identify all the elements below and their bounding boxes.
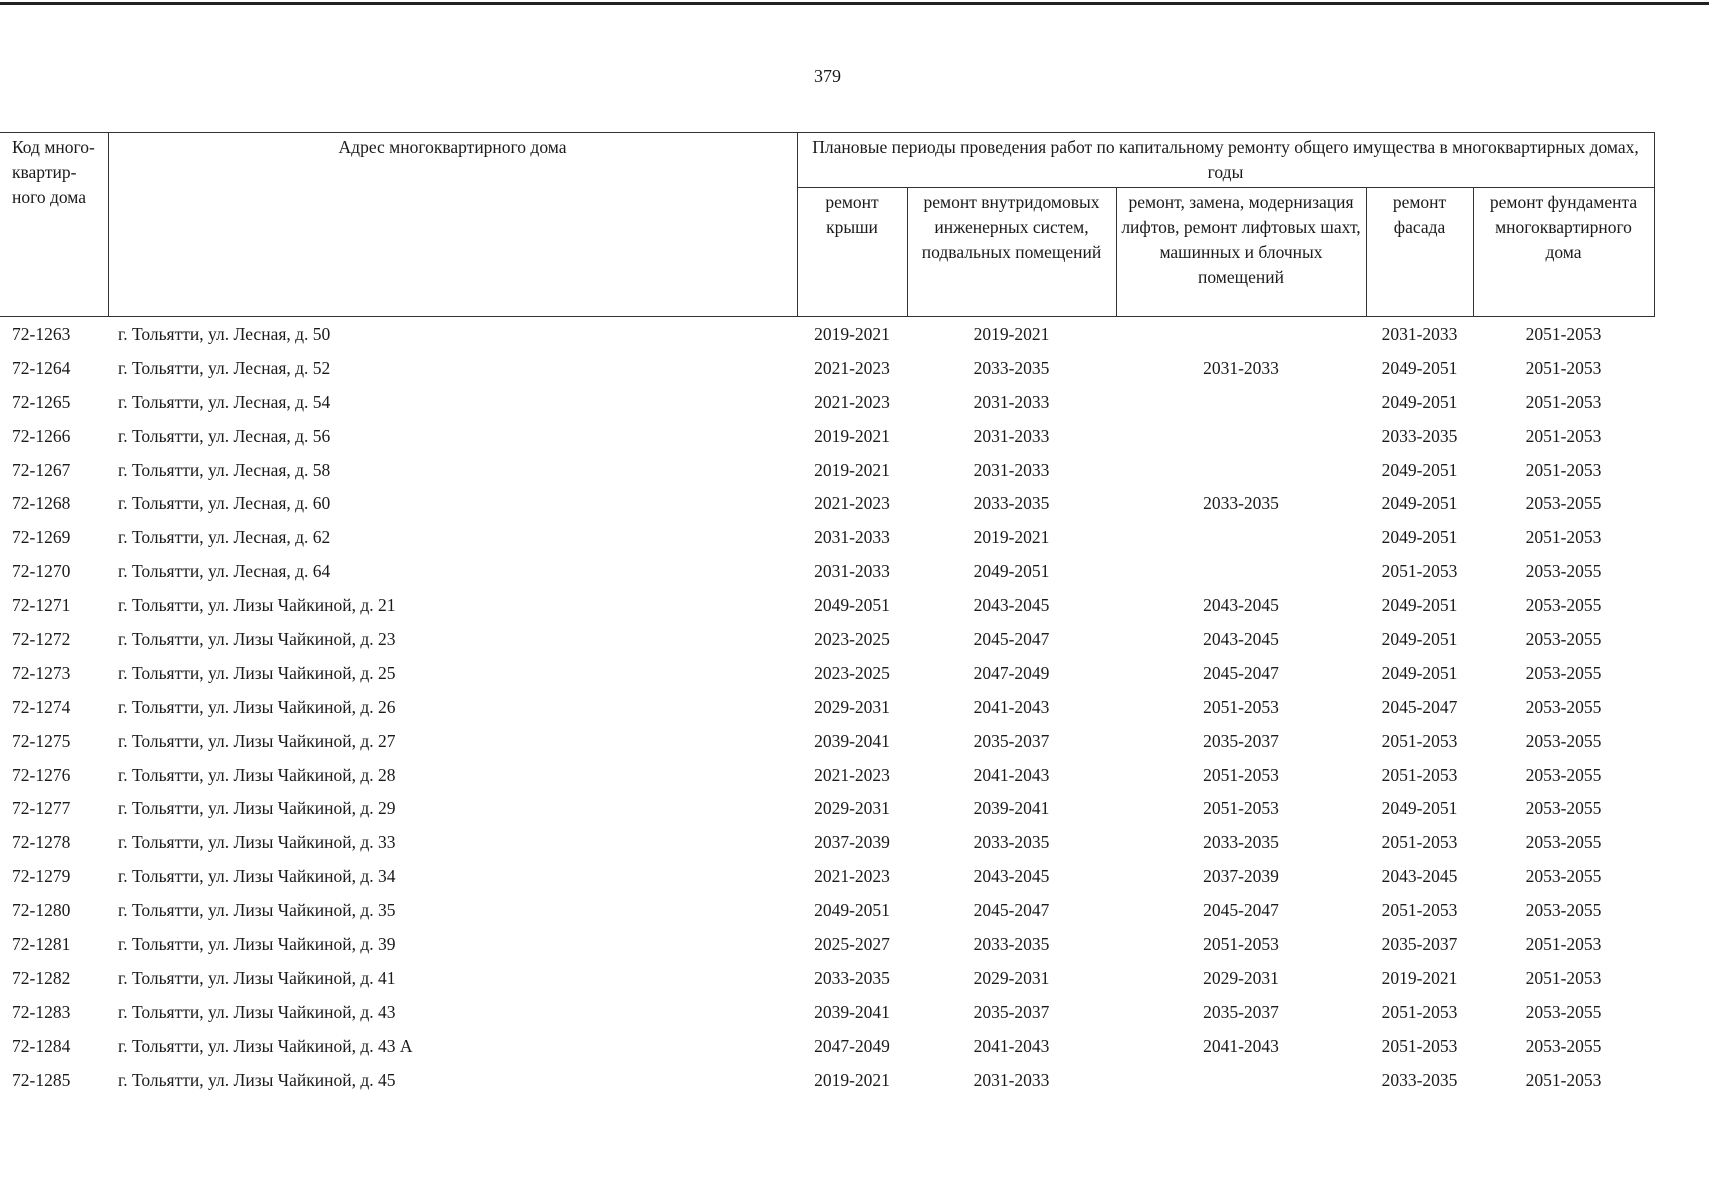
header-foundation: ремонт фундамента многоквартирного дома [1473,188,1654,317]
cell-roof: 2037-2039 [814,832,890,853]
cell-roof: 2029-2031 [814,798,890,819]
cell-address: г. Тольятти, ул. Лизы Чайкиной, д. 34 [118,866,396,887]
table-row [0,419,1654,453]
cell-lifts: 2045-2047 [1203,662,1279,683]
table-row [0,758,1654,792]
cell-engineering: 2031-2033 [973,391,1050,412]
header-lifts: ремонт, замена, модернизация лифтов, ремонт лифтовых шахт, машинных и блочных помещений [1116,188,1366,317]
cell-code: 72-1267 [12,459,71,480]
cell-lifts: 2051-2053 [1203,764,1279,785]
cell-roof: 2039-2041 [814,1001,890,1022]
cell-code: 72-1283 [12,1001,71,1022]
cell-foundation: 2053-2055 [1525,866,1602,887]
cell-engineering: 2031-2033 [973,1069,1050,1090]
cell-engineering: 2047-2049 [973,662,1050,683]
cell-lifts [1116,453,1366,487]
cell-code: 72-1284 [12,1035,71,1056]
cell-address: г. Тольятти, ул. Лизы Чайкиной, д. 35 [118,900,396,921]
cell-address: г. Тольятти, ул. Лизы Чайкиной, д. 43 [118,1001,396,1022]
table-body [0,317,1654,1097]
cell-address: г. Тольятти, ул. Лизы Чайкиной, д. 29 [118,798,396,819]
cell-address: г. Тольятти, ул. Лизы Чайкиной, д. 39 [118,933,396,954]
cell-facade: 2051-2053 [1381,561,1458,582]
table-row [0,656,1654,690]
table-row [0,995,1654,1029]
cell-lifts: 2031-2033 [1203,357,1279,378]
cell-facade: 2051-2053 [1381,764,1458,785]
cell-roof: 2047-2049 [814,1035,890,1056]
cell-facade: 2049-2051 [1381,798,1458,819]
cell-lifts: 2035-2037 [1203,1001,1279,1022]
cell-foundation: 2051-2053 [1525,527,1602,548]
cell-lifts: 2051-2053 [1203,696,1279,717]
cell-foundation: 2053-2055 [1525,798,1602,819]
cell-facade: 2051-2053 [1381,832,1458,853]
cell-facade: 2049-2051 [1381,459,1458,480]
cell-address: г. Тольятти, ул. Лизы Чайкиной, д. 41 [118,967,396,988]
cell-facade: 2043-2045 [1381,866,1458,887]
cell-lifts [1116,1063,1366,1097]
cell-engineering: 2041-2043 [973,696,1050,717]
table-row [0,961,1654,995]
cell-facade: 2019-2021 [1381,967,1458,988]
cell-lifts: 2029-2031 [1203,967,1279,988]
cell-lifts: 2043-2045 [1203,628,1279,649]
table-row [0,520,1654,554]
cell-roof: 2021-2023 [814,357,890,378]
cell-code: 72-1274 [12,696,71,717]
cell-address: г. Тольятти, ул. Лесная, д. 56 [118,425,331,446]
cell-engineering: 2045-2047 [973,628,1050,649]
cell-code: 72-1285 [12,1069,71,1090]
cell-engineering: 2043-2045 [973,866,1050,887]
cell-foundation: 2053-2055 [1525,1001,1602,1022]
cell-facade: 2051-2053 [1381,900,1458,921]
table-row [0,927,1654,961]
cell-engineering: 2019-2021 [973,527,1050,548]
header-address: Адрес многоквартирного дома [108,133,797,317]
table-row [0,385,1654,419]
cell-code: 72-1266 [12,425,71,446]
table-row [0,1029,1654,1063]
header-engineering: ремонт внутридомовых инженерных систем, подвальных помещений [907,188,1116,317]
cell-address: г. Тольятти, ул. Лизы Чайкиной, д. 25 [118,662,396,683]
table-row [0,486,1654,520]
header-code: Код много-квартир-ного дома [0,133,108,317]
cell-engineering: 2033-2035 [973,832,1050,853]
cell-lifts: 2045-2047 [1203,900,1279,921]
cell-roof: 2023-2025 [814,628,890,649]
cell-foundation: 2051-2053 [1525,1069,1602,1090]
cell-address: г. Тольятти, ул. Лесная, д. 50 [118,323,331,344]
cell-code: 72-1280 [12,900,71,921]
table-row [0,724,1654,758]
cell-code: 72-1272 [12,628,71,649]
cell-lifts: 2051-2053 [1203,933,1279,954]
header-facade: ремонт фасада [1366,188,1473,317]
page-number: 379 [814,66,841,86]
cell-roof: 2025-2027 [814,933,890,954]
cell-roof: 2021-2023 [814,866,890,887]
cell-address: г. Тольятти, ул. Лесная, д. 62 [118,527,331,548]
cell-engineering: 2041-2043 [973,1035,1050,1056]
top-border-line [0,2,1709,5]
cell-roof: 2021-2023 [814,764,890,785]
table-row [0,893,1654,927]
cell-engineering: 2039-2041 [973,798,1050,819]
cell-lifts [1116,419,1366,453]
cell-engineering: 2033-2035 [973,493,1050,514]
cell-roof: 2019-2021 [814,459,890,480]
cell-code: 72-1269 [12,527,71,548]
table-row [0,622,1654,656]
cell-lifts: 2033-2035 [1203,832,1279,853]
cell-engineering: 2049-2051 [973,561,1050,582]
cell-facade: 2051-2053 [1381,1001,1458,1022]
cell-code: 72-1268 [12,493,71,514]
table-row [0,317,1654,351]
cell-facade: 2051-2053 [1381,730,1458,751]
cell-roof: 2031-2033 [814,561,890,582]
cell-lifts: 2051-2053 [1203,798,1279,819]
cell-lifts [1116,554,1366,588]
cell-lifts: 2035-2037 [1203,730,1279,751]
cell-engineering: 2035-2037 [973,1001,1050,1022]
cell-lifts: 2033-2035 [1203,493,1279,514]
header-planned-periods: Плановые периоды проведения работ по капитальному ремонту общего имущества в многоквартирных домах, годы [797,133,1654,188]
cell-roof: 2019-2021 [814,323,890,344]
cell-roof: 2021-2023 [814,391,890,412]
table-row [0,453,1654,487]
cell-engineering: 2033-2035 [973,933,1050,954]
cell-roof: 2019-2021 [814,425,890,446]
cell-lifts: 2043-2045 [1203,595,1279,616]
cell-foundation: 2053-2055 [1525,900,1602,921]
cell-roof: 2033-2035 [814,967,890,988]
cell-address: г. Тольятти, ул. Лизы Чайкиной, д. 33 [118,832,396,853]
cell-facade: 2049-2051 [1381,662,1458,683]
table-row [0,690,1654,724]
cell-roof: 2049-2051 [814,900,890,921]
cell-foundation: 2053-2055 [1525,595,1602,616]
cell-address: г. Тольятти, ул. Лизы Чайкиной, д. 45 [118,1069,396,1090]
cell-foundation: 2053-2055 [1525,628,1602,649]
cell-code: 72-1276 [12,764,71,785]
cell-roof: 2029-2031 [814,696,890,717]
repair-schedule-sheet [0,132,1655,1096]
cell-facade: 2033-2035 [1381,425,1458,446]
repair-schedule-table [0,132,1655,1096]
cell-engineering: 2029-2031 [973,967,1050,988]
table-row [0,1063,1654,1097]
table-header [0,133,1654,317]
cell-roof: 2049-2051 [814,595,890,616]
header-roof: ремонт крыши [797,188,907,317]
cell-code: 72-1279 [12,866,71,887]
cell-facade: 2049-2051 [1381,493,1458,514]
cell-foundation: 2051-2053 [1525,357,1602,378]
cell-code: 72-1282 [12,967,71,988]
cell-code: 72-1278 [12,832,71,853]
cell-foundation: 2051-2053 [1525,425,1602,446]
cell-address: г. Тольятти, ул. Лизы Чайкиной, д. 27 [118,730,396,751]
cell-foundation: 2051-2053 [1525,967,1602,988]
cell-facade: 2049-2051 [1381,595,1458,616]
cell-code: 72-1264 [12,357,71,378]
cell-roof: 2023-2025 [814,662,890,683]
cell-facade: 2051-2053 [1381,1035,1458,1056]
cell-lifts [1116,520,1366,554]
cell-code: 72-1281 [12,933,71,954]
cell-foundation: 2053-2055 [1525,1035,1602,1056]
cell-roof: 2039-2041 [814,730,890,751]
cell-facade: 2033-2035 [1381,1069,1458,1090]
cell-code: 72-1263 [12,323,71,344]
cell-code: 72-1273 [12,662,71,683]
cell-engineering: 2031-2033 [973,459,1050,480]
cell-foundation: 2053-2055 [1525,764,1602,785]
cell-foundation: 2051-2053 [1525,391,1602,412]
cell-address: г. Тольятти, ул. Лизы Чайкиной, д. 26 [118,696,396,717]
cell-engineering: 2019-2021 [973,323,1050,344]
table-row [0,554,1654,588]
cell-foundation: 2053-2055 [1525,493,1602,514]
cell-engineering: 2045-2047 [973,900,1050,921]
cell-foundation: 2053-2055 [1525,730,1602,751]
cell-engineering: 2041-2043 [973,764,1050,785]
cell-facade: 2049-2051 [1381,628,1458,649]
cell-address: г. Тольятти, ул. Лесная, д. 60 [118,493,331,514]
cell-facade: 2049-2051 [1381,391,1458,412]
table-row [0,351,1654,385]
cell-roof: 2031-2033 [814,527,890,548]
table-row [0,588,1654,622]
cell-foundation: 2053-2055 [1525,832,1602,853]
cell-address: г. Тольятти, ул. Лизы Чайкиной, д. 28 [118,764,396,785]
cell-roof: 2021-2023 [814,493,890,514]
cell-address: г. Тольятти, ул. Лизы Чайкиной, д. 43 А [118,1035,413,1056]
cell-code: 72-1277 [12,798,71,819]
cell-foundation: 2051-2053 [1525,323,1602,344]
cell-foundation: 2051-2053 [1525,933,1602,954]
cell-address: г. Тольятти, ул. Лизы Чайкиной, д. 21 [118,595,396,616]
cell-foundation: 2051-2053 [1525,459,1602,480]
cell-foundation: 2053-2055 [1525,662,1602,683]
cell-address: г. Тольятти, ул. Лизы Чайкиной, д. 23 [118,628,396,649]
cell-facade: 2031-2033 [1381,323,1458,344]
cell-facade: 2049-2051 [1381,527,1458,548]
cell-engineering: 2035-2037 [973,730,1050,751]
cell-facade: 2049-2051 [1381,357,1458,378]
cell-foundation: 2053-2055 [1525,696,1602,717]
table-row [0,825,1654,859]
cell-code: 72-1265 [12,391,71,412]
cell-lifts: 2041-2043 [1203,1035,1279,1056]
cell-roof: 2019-2021 [814,1069,890,1090]
cell-facade: 2035-2037 [1381,933,1458,954]
cell-address: г. Тольятти, ул. Лесная, д. 52 [118,357,331,378]
cell-lifts [1116,317,1366,351]
cell-address: г. Тольятти, ул. Лесная, д. 58 [118,459,331,480]
cell-lifts: 2037-2039 [1203,866,1279,887]
cell-code: 72-1270 [12,561,71,582]
table-row [0,859,1654,893]
cell-address: г. Тольятти, ул. Лесная, д. 64 [118,561,331,582]
cell-facade: 2045-2047 [1381,696,1458,717]
cell-engineering: 2033-2035 [973,357,1050,378]
cell-code: 72-1275 [12,730,71,751]
cell-address: г. Тольятти, ул. Лесная, д. 54 [118,391,331,412]
cell-foundation: 2053-2055 [1525,561,1602,582]
cell-code: 72-1271 [12,595,71,616]
cell-lifts [1116,385,1366,419]
cell-engineering: 2043-2045 [973,595,1050,616]
cell-engineering: 2031-2033 [973,425,1050,446]
table-row [0,791,1654,825]
